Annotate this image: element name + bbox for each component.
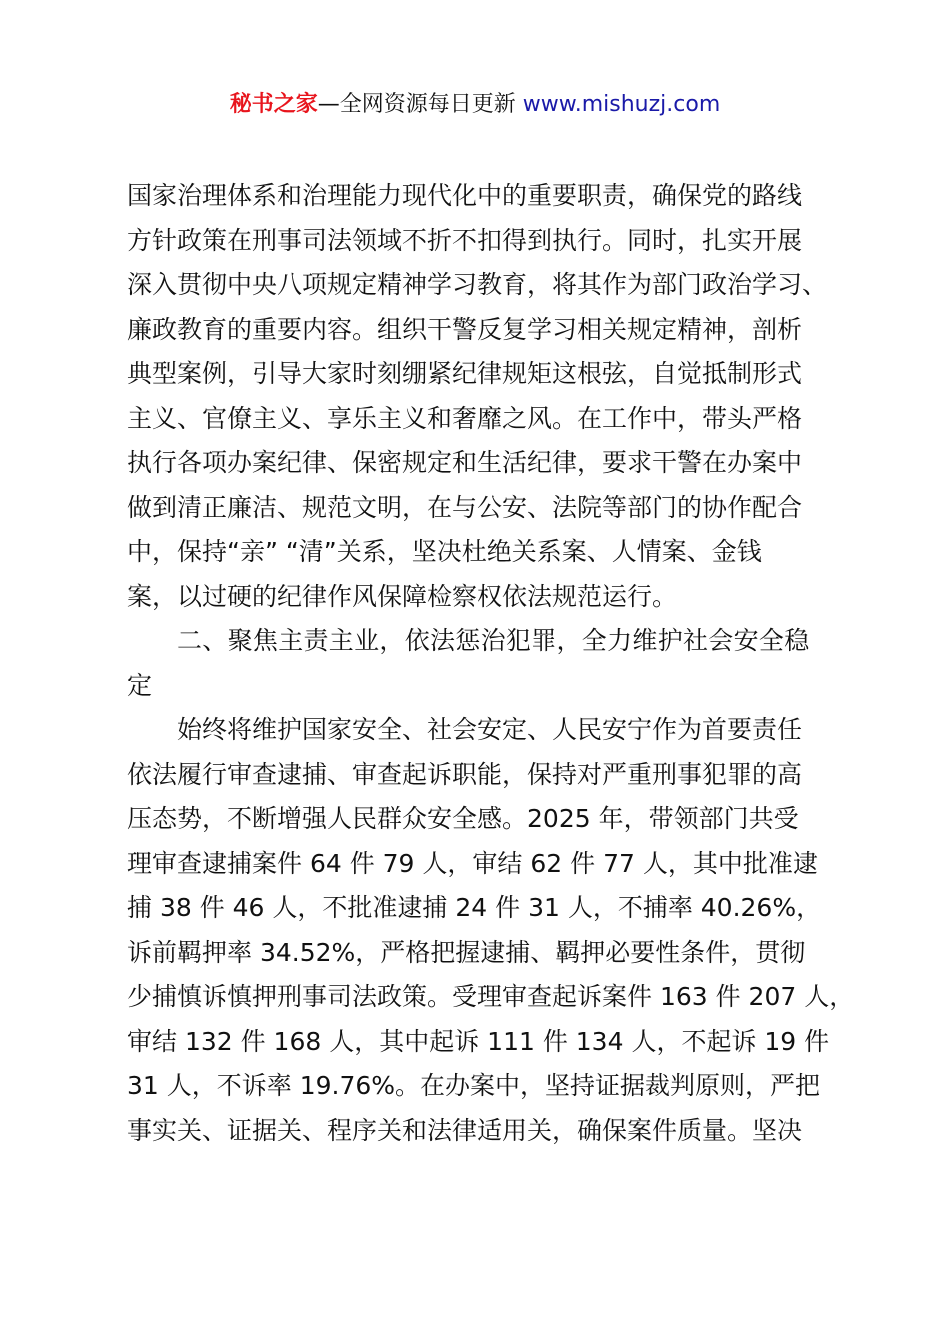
text-line: 压态势，不断增强人民群众安全感。2025 年，带领部门共受	[127, 804, 799, 833]
text-line: 中，保持“亲” “清”关系，坚决杜绝关系案、人情案、金钱	[127, 537, 762, 566]
text-line: 依法履行审查逮捕、审查起诉职能，保持对严重刑事犯罪的高	[127, 759, 803, 789]
heading-line: 二、聚焦主责主业，依法惩治犯罪，全力维护社会安全稳	[177, 626, 810, 655]
brand-name: 秘书之家	[229, 92, 318, 117]
text-line: 31 人，不诉率 19.76%。在办案中，坚持证据裁判原则，严把	[127, 1071, 821, 1100]
text-line: 国家治理体系和治理能力现代化中的重要职责，确保党的路线	[127, 181, 803, 210]
paragraph-2	[127, 708, 855, 1153]
site-url[interactable]: www.mishuzj.com	[522, 92, 721, 117]
text-line: 执行各项办案纪律、保密规定和生活纪律，要求干警在办案中	[127, 448, 803, 477]
text-line: 做到清正廉洁、规范文明，在与公安、法院等部门的协作配合	[127, 492, 803, 522]
text-line: 少捕慎诉慎押刑事司法政策。受理审查起诉案件 163 件 207 人，	[127, 982, 855, 1011]
text-line: 主义、官僚主义、享乐主义和奢靡之风。在工作中，带头严格	[127, 403, 803, 433]
text-line: 始终将维护国家安全、社会安定、人民安宁作为首要责任	[177, 715, 803, 744]
header-slogan: —全网资源每日更新	[317, 92, 523, 117]
text-line: 方针政策在刑事司法领域不折不扣得到执行。同时，扎实开展	[127, 225, 803, 255]
text-line: 审结 132 件 168 人，其中起诉 111 件 134 人，不起诉 19 件	[127, 1026, 830, 1056]
paragraph-1	[127, 174, 839, 619]
text-line: 典型案例，引导大家时刻绷紧纪律规矩这根弦，自觉抵制形式	[127, 359, 803, 388]
text-line: 廉政教育的重要内容。组织干警反复学习相关规定精神，剖析	[127, 314, 803, 344]
text-line: 诉前羁押率 34.52%，严格把握逮捕、羁押必要性条件，贯彻	[127, 937, 806, 967]
text-line: 事实关、证据关、程序关和法律适用关，确保案件质量。坚决	[127, 1115, 803, 1145]
text-line: 深入贯彻中央八项规定精神学习教育，将其作为部门政治学习、	[127, 270, 828, 299]
site-header	[0, 88, 950, 122]
text-line: 理审查逮捕案件 64 件 79 人，审结 62 件 77 人，其中批准逮	[127, 848, 818, 878]
section-heading-2	[127, 619, 839, 708]
heading-line: 定	[127, 670, 153, 700]
text-line: 捕 38 件 46 人，不批准逮捕 24 件 31 人，不捕率 40.26%，	[127, 893, 822, 922]
text-line: 案，以过硬的纪律作风保障检察权依法规范运行。	[127, 581, 678, 611]
document-body	[127, 174, 855, 1153]
